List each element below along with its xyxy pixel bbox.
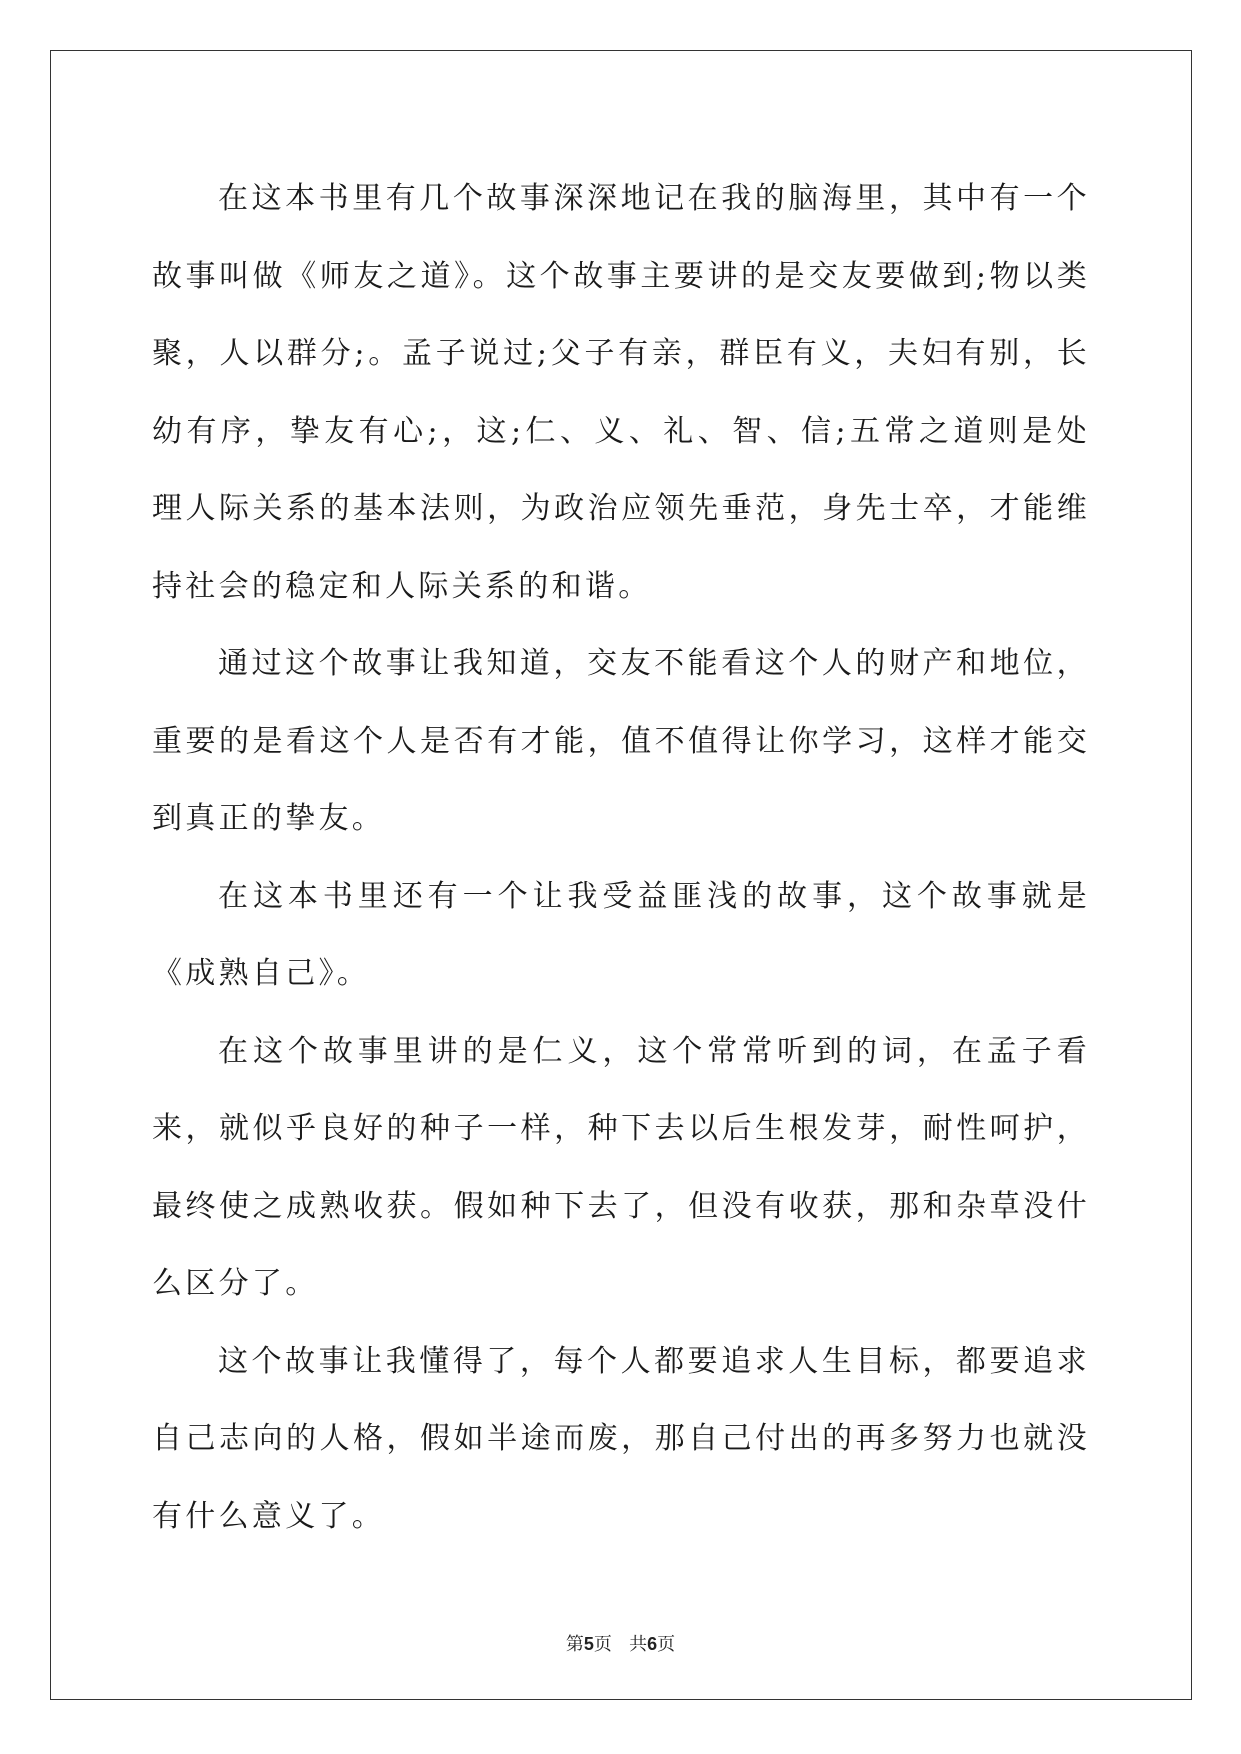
total-prefix: 共 [629, 1634, 648, 1655]
paragraph-3: 在这本书里还有一个让我受益匪浅的故事，这个故事就是《成熟自己》。 [152, 878, 1090, 991]
paragraph-1: 在这本书里有几个故事深深地记在我的脑海里，其中有一个故事叫做《师友之道》。这个故事主要讲的是交友要做到;物以类聚，人以群分;。孟子说过;父子有亲，群臣有义，夫妇有别，长幼有序，挚友有心;，这;仁、义、礼、智、信;五常之道则是处理人际关系的基本法则，为政治应领先垂范，身先士卒，才能维持社会的稳定和人际关系的和谐。 [152, 181, 1090, 604]
page-footer [0, 1630, 1241, 1656]
page-suffix: 页 [593, 1634, 612, 1655]
paragraph-4: 在这个故事里讲的是仁义，这个常常听到的词，在孟子看来，就似乎良好的种子一样，种下去以后生根发芽，耐性呵护，最终使之成熟收获。假如种下去了，但没有收获，那和杂草没什么区分了。 [152, 1033, 1090, 1301]
total-suffix: 页 [657, 1634, 676, 1655]
document-body [152, 160, 1090, 1555]
paragraph-2: 通过这个故事让我知道，交友不能看这个人的财产和地位，重要的是看这个人是否有才能，值不值得让你学习，这样才能交到真正的挚友。 [152, 646, 1090, 836]
current-page-number: 5 [583, 1634, 594, 1654]
paragraph-5: 这个故事让我懂得了，每个人都要追求人生目标，都要追求自己志向的人格，假如半途而废，那自己付出的再多努力也就没有什么意义了。 [152, 1343, 1090, 1534]
total-pages-number: 6 [647, 1634, 658, 1654]
page-prefix: 第 [565, 1634, 584, 1655]
